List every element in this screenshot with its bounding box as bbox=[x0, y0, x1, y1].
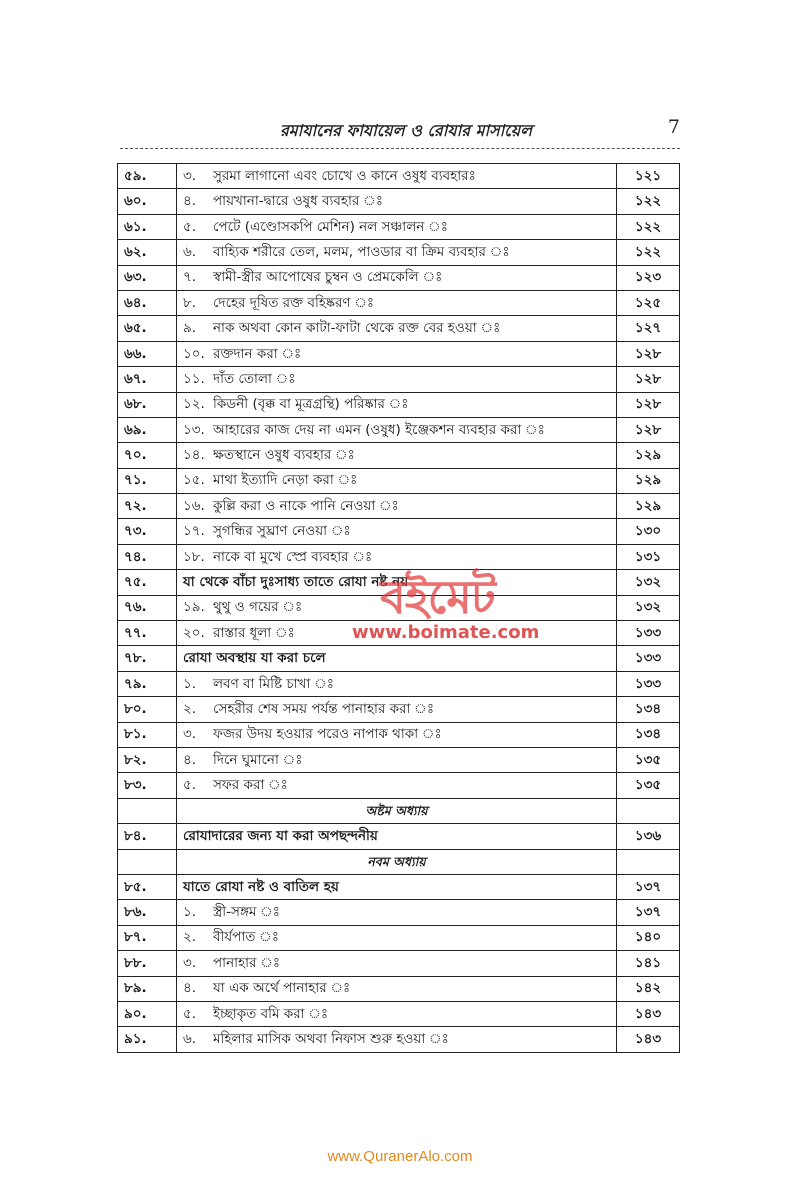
toc-row bbox=[118, 722, 680, 747]
entry-page: ১২৮ bbox=[617, 417, 680, 442]
entry-title-cell bbox=[177, 544, 617, 569]
toc-row bbox=[118, 290, 680, 315]
entry-title: নাকে বা মুখে স্প্রে ব্যবহার ঃ bbox=[213, 548, 373, 565]
entry-title: সফর করা ঃ bbox=[213, 777, 288, 794]
entry-page: ১৩৫ bbox=[617, 747, 680, 772]
toc-row bbox=[118, 1001, 680, 1026]
toc-row bbox=[118, 443, 680, 468]
entry-page: ১২৯ bbox=[617, 494, 680, 519]
sub-number: ১৩. bbox=[183, 421, 205, 438]
entry-title: স্ত্রী-সঙ্গম ঃ bbox=[213, 904, 280, 921]
entry-title: বাহ্যিক শরীরে তেল, মলম, পাওডার বা ক্রিম ব্যবহার ঃ bbox=[213, 243, 510, 260]
entry-page bbox=[617, 798, 680, 823]
toc-row bbox=[118, 671, 680, 696]
entry-page: ১২৯ bbox=[617, 443, 680, 468]
entry-number: ৬৩. bbox=[118, 265, 177, 290]
sub-number: ১. bbox=[183, 675, 197, 692]
entry-title-cell bbox=[177, 164, 617, 189]
section-heading-row bbox=[118, 824, 680, 849]
entry-title-cell bbox=[177, 214, 617, 239]
entry-title: কুল্লি করা ও নাকে পানি নেওয়া ঃ bbox=[213, 497, 399, 514]
entry-title-cell bbox=[177, 951, 617, 976]
entry-page: ১৩৪ bbox=[617, 722, 680, 747]
entry-title: দিনে ঘুমানো ঃ bbox=[213, 751, 303, 768]
toc-row bbox=[118, 976, 680, 1001]
sub-number: ৩. bbox=[183, 167, 197, 184]
entry-title-cell bbox=[177, 976, 617, 1001]
entry-title-cell bbox=[177, 849, 617, 874]
sub-number: ৫. bbox=[183, 777, 197, 794]
entry-page: ১৪১ bbox=[617, 951, 680, 976]
entry-title-cell bbox=[177, 798, 617, 823]
watermark-logo: বইমেট bbox=[380, 570, 495, 624]
entry-page: ১২৮ bbox=[617, 341, 680, 366]
sub-number: ৭. bbox=[183, 269, 197, 286]
entry-page: ১৩৩ bbox=[617, 646, 680, 671]
entry-page: ১২১ bbox=[617, 164, 680, 189]
chapter-row bbox=[118, 798, 680, 823]
sub-number: ৪. bbox=[183, 193, 197, 210]
toc-row bbox=[118, 1027, 680, 1052]
entry-title: যাতে রোযা নষ্ট ও বাতিল হয় bbox=[183, 878, 339, 895]
entry-page: ১২৭ bbox=[617, 316, 680, 341]
toc-row bbox=[118, 519, 680, 544]
entry-title-cell bbox=[177, 316, 617, 341]
entry-number: ৮৫. bbox=[118, 874, 177, 899]
sub-number: ৪. bbox=[183, 980, 197, 997]
entry-title: রোযা অবস্থায় যা করা চলে bbox=[183, 650, 326, 667]
entry-title-cell bbox=[177, 240, 617, 265]
entry-title: স্বামী-স্ত্রীর আপোষের চুম্বন ও প্রেমকেলি ঃ bbox=[213, 269, 443, 286]
entry-page: ১২২ bbox=[617, 214, 680, 239]
entry-title: রাস্তার ধূলা ঃ bbox=[213, 624, 295, 641]
sub-number: ৫. bbox=[183, 218, 197, 235]
entry-title: কিডনী (বৃক্ক বা মূত্রগ্রন্থি) পরিষ্কার ঃ bbox=[213, 396, 409, 413]
entry-title-cell bbox=[177, 265, 617, 290]
entry-number: ৬০. bbox=[118, 189, 177, 214]
entry-title-cell bbox=[177, 900, 617, 925]
entry-title: মাথা ইত্যাদি নেড়া করা ঃ bbox=[213, 472, 358, 489]
sub-number: ৯. bbox=[183, 320, 197, 337]
entry-page: ১২৮ bbox=[617, 392, 680, 417]
sub-number: ২. bbox=[183, 929, 197, 946]
toc-row bbox=[118, 341, 680, 366]
entry-number: ৮৭. bbox=[118, 925, 177, 950]
sub-number: ৩. bbox=[183, 726, 197, 743]
toc-row bbox=[118, 900, 680, 925]
entry-number: ৬২. bbox=[118, 240, 177, 265]
entry-number: ৭১. bbox=[118, 468, 177, 493]
entry-title: ক্ষতস্থানে ওষুধ ব্যবহার ঃ bbox=[213, 447, 355, 464]
entry-number: ৭৮. bbox=[118, 646, 177, 671]
entry-title: পায়খানা-দ্বারে ওষুধ ব্যবহার ঃ bbox=[213, 193, 383, 210]
entry-number: ৫৯. bbox=[118, 164, 177, 189]
toc-row bbox=[118, 214, 680, 239]
toc-row bbox=[118, 392, 680, 417]
entry-number: ৬৯. bbox=[118, 417, 177, 442]
entry-number: ৯১. bbox=[118, 1027, 177, 1052]
entry-title-cell bbox=[177, 747, 617, 772]
entry-page: ১২৫ bbox=[617, 290, 680, 315]
entry-page: ১৩৫ bbox=[617, 773, 680, 798]
sub-number: ৫. bbox=[183, 1005, 197, 1022]
entry-page: ১২৯ bbox=[617, 468, 680, 493]
entry-number: ৮৩. bbox=[118, 773, 177, 798]
toc-row bbox=[118, 164, 680, 189]
entry-title-cell bbox=[177, 874, 617, 899]
entry-number: ৭৭. bbox=[118, 621, 177, 646]
entry-title: যা থেকে বাঁচা দুঃসাধ্য তাতে রোযা নষ্ট নয় bbox=[183, 574, 409, 591]
entry-page: ১৩২ bbox=[617, 570, 680, 595]
entry-title-cell bbox=[177, 392, 617, 417]
entry-number bbox=[118, 798, 177, 823]
toc-row bbox=[118, 747, 680, 772]
entry-title: দেহের দূষিত রক্ত বহিষ্করণ ঃ bbox=[213, 294, 375, 311]
chapter-row bbox=[118, 849, 680, 874]
boimate-watermark bbox=[350, 568, 540, 658]
entry-title-cell bbox=[177, 417, 617, 442]
toc-row bbox=[118, 240, 680, 265]
entry-number: ৭৫. bbox=[118, 570, 177, 595]
entry-number: ৬৬. bbox=[118, 341, 177, 366]
entry-number: ৮০. bbox=[118, 697, 177, 722]
entry-page: ১৩৭ bbox=[617, 874, 680, 899]
entry-title: ইচ্ছাকৃত বমি করা ঃ bbox=[213, 1005, 329, 1022]
entry-title: রক্তদান করা ঃ bbox=[213, 345, 302, 362]
sub-number: ৬. bbox=[183, 1031, 197, 1048]
entry-page: ১৩২ bbox=[617, 595, 680, 620]
entry-number: ৭২. bbox=[118, 494, 177, 519]
footer-url[interactable]: www.QuranerAlo.com bbox=[327, 1148, 473, 1165]
entry-title-cell bbox=[177, 341, 617, 366]
entry-title: পেটে (এণ্ডোসকপি মেশিন) নল সঞ্চালন ঃ bbox=[213, 218, 448, 235]
sub-number: ১৬. bbox=[183, 497, 205, 514]
entry-page: ১২৩ bbox=[617, 265, 680, 290]
sub-number: ১১. bbox=[183, 370, 205, 387]
entry-title-cell bbox=[177, 1001, 617, 1026]
entry-title: পানাহার ঃ bbox=[213, 954, 281, 971]
toc-row bbox=[118, 189, 680, 214]
entry-number: ৬৮. bbox=[118, 392, 177, 417]
entry-number: ৭০. bbox=[118, 443, 177, 468]
entry-number: ৭৯. bbox=[118, 671, 177, 696]
running-head bbox=[120, 118, 680, 148]
toc-row bbox=[118, 925, 680, 950]
entry-title: সুগন্ধির সুঘ্রাণ নেওয়া ঃ bbox=[213, 523, 351, 540]
sub-number: ১৫. bbox=[183, 472, 205, 489]
sub-number: ২. bbox=[183, 700, 197, 717]
sub-number: ১৪. bbox=[183, 447, 205, 464]
entry-number: ৮২. bbox=[118, 747, 177, 772]
entry-title-cell bbox=[177, 697, 617, 722]
toc-row bbox=[118, 367, 680, 392]
entry-page: ১৪০ bbox=[617, 925, 680, 950]
entry-page: ১৩৩ bbox=[617, 671, 680, 696]
entry-title-cell bbox=[177, 671, 617, 696]
entry-number: ৭৩. bbox=[118, 519, 177, 544]
entry-page: ১৩৬ bbox=[617, 824, 680, 849]
entry-title: দাঁত তোলা ঃ bbox=[213, 370, 296, 387]
entry-title-cell bbox=[177, 468, 617, 493]
sub-number: ৩. bbox=[183, 954, 197, 971]
sub-number: ৬. bbox=[183, 243, 197, 260]
entry-number: ৬৪. bbox=[118, 290, 177, 315]
sub-number: ৮. bbox=[183, 294, 197, 311]
entry-title-cell bbox=[177, 519, 617, 544]
entry-title: সুরমা লাগানো এবং চোখে ও কানে ওষুধ ব্যবহারঃ bbox=[213, 167, 476, 184]
toc-row bbox=[118, 265, 680, 290]
entry-title: লবণ বা মিষ্টি চাখা ঃ bbox=[213, 675, 334, 692]
toc-row bbox=[118, 468, 680, 493]
section-heading-row bbox=[118, 874, 680, 899]
entry-number: ৯০. bbox=[118, 1001, 177, 1026]
sub-number: ১০. bbox=[183, 345, 205, 362]
page-number: 7 bbox=[667, 116, 680, 138]
entry-title: আহারের কাজ দেয় না এমন (ওষুধ) ইঞ্জেকশন ব্যবহার করা ঃ bbox=[213, 421, 545, 438]
entry-title: সেহরীর শেষ সময় পর্যন্ত পানাহার করা ঃ bbox=[213, 700, 435, 717]
entry-title-cell bbox=[177, 494, 617, 519]
toc-row bbox=[118, 697, 680, 722]
entry-page: ১২৮ bbox=[617, 367, 680, 392]
entry-title-cell bbox=[177, 824, 617, 849]
entry-title-cell bbox=[177, 722, 617, 747]
entry-number: ৬১. bbox=[118, 214, 177, 239]
sub-number: ১. bbox=[183, 904, 197, 921]
toc-row bbox=[118, 951, 680, 976]
entry-page: ১৩১ bbox=[617, 544, 680, 569]
entry-page bbox=[617, 849, 680, 874]
entry-page: ১৩৪ bbox=[617, 697, 680, 722]
entry-number: ৮৯. bbox=[118, 976, 177, 1001]
chapter-title: নবম অধ্যায় bbox=[367, 853, 426, 869]
entry-number: ৬৭. bbox=[118, 367, 177, 392]
watermark-url: www.boimate.com bbox=[352, 622, 540, 643]
entry-number: ৮৮. bbox=[118, 951, 177, 976]
entry-title: থুথু ও গয়ের ঃ bbox=[213, 599, 303, 616]
entry-page: ১৪৩ bbox=[617, 1027, 680, 1052]
toc-row bbox=[118, 417, 680, 442]
entry-title-cell bbox=[177, 443, 617, 468]
entry-title: বীর্যপাত ঃ bbox=[213, 929, 279, 946]
entry-page: ১৩০ bbox=[617, 519, 680, 544]
sub-number: ১২. bbox=[183, 396, 205, 413]
entry-number: ৮৪. bbox=[118, 824, 177, 849]
sub-number: ৪. bbox=[183, 751, 197, 768]
entry-title-cell bbox=[177, 925, 617, 950]
sub-number: ২০. bbox=[183, 624, 205, 641]
running-title: রমাযানের ফাযায়েল ও রোযার মাসায়েল bbox=[280, 121, 533, 140]
entry-page: ১২২ bbox=[617, 240, 680, 265]
chapter-title: অষ্টম অধ্যায় bbox=[365, 803, 428, 819]
entry-title: নাক অথবা কোন কাটা-ফাটা থেকে রক্ত বের হওয়া ঃ bbox=[213, 320, 501, 337]
entry-title: রোযাদারের জন্য যা করা অপছন্দনীয় bbox=[183, 827, 378, 844]
entry-number bbox=[118, 849, 177, 874]
entry-title: যা এক অর্থে পানাহার ঃ bbox=[213, 980, 351, 997]
toc-row bbox=[118, 544, 680, 569]
entry-page: ১৪২ bbox=[617, 976, 680, 1001]
entry-title: ফজর উদয় হওয়ার পরেও নাপাক থাকা ঃ bbox=[213, 726, 442, 743]
entry-title-cell bbox=[177, 189, 617, 214]
entry-page: ১৪৩ bbox=[617, 1001, 680, 1026]
entry-number: ৭৪. bbox=[118, 544, 177, 569]
entry-title-cell bbox=[177, 773, 617, 798]
entry-page: ১৩৭ bbox=[617, 900, 680, 925]
entry-title-cell bbox=[177, 367, 617, 392]
sub-number: ১৭. bbox=[183, 523, 205, 540]
entry-page: ১২২ bbox=[617, 189, 680, 214]
header-rule bbox=[120, 148, 680, 149]
entry-number: ৬৫. bbox=[118, 316, 177, 341]
sub-number: ১৯. bbox=[183, 599, 205, 616]
toc-row bbox=[118, 773, 680, 798]
entry-title: মহিলার মাসিক অথবা নিফাস শুরু হওয়া ঃ bbox=[213, 1031, 449, 1048]
entry-number: ৭৬. bbox=[118, 595, 177, 620]
entry-number: ৮১. bbox=[118, 722, 177, 747]
entry-title-cell bbox=[177, 1027, 617, 1052]
sub-number: ১৮. bbox=[183, 548, 205, 565]
entry-page: ১৩৩ bbox=[617, 621, 680, 646]
toc-row bbox=[118, 494, 680, 519]
entry-title-cell bbox=[177, 290, 617, 315]
toc-row bbox=[118, 316, 680, 341]
entry-number: ৮৬. bbox=[118, 900, 177, 925]
